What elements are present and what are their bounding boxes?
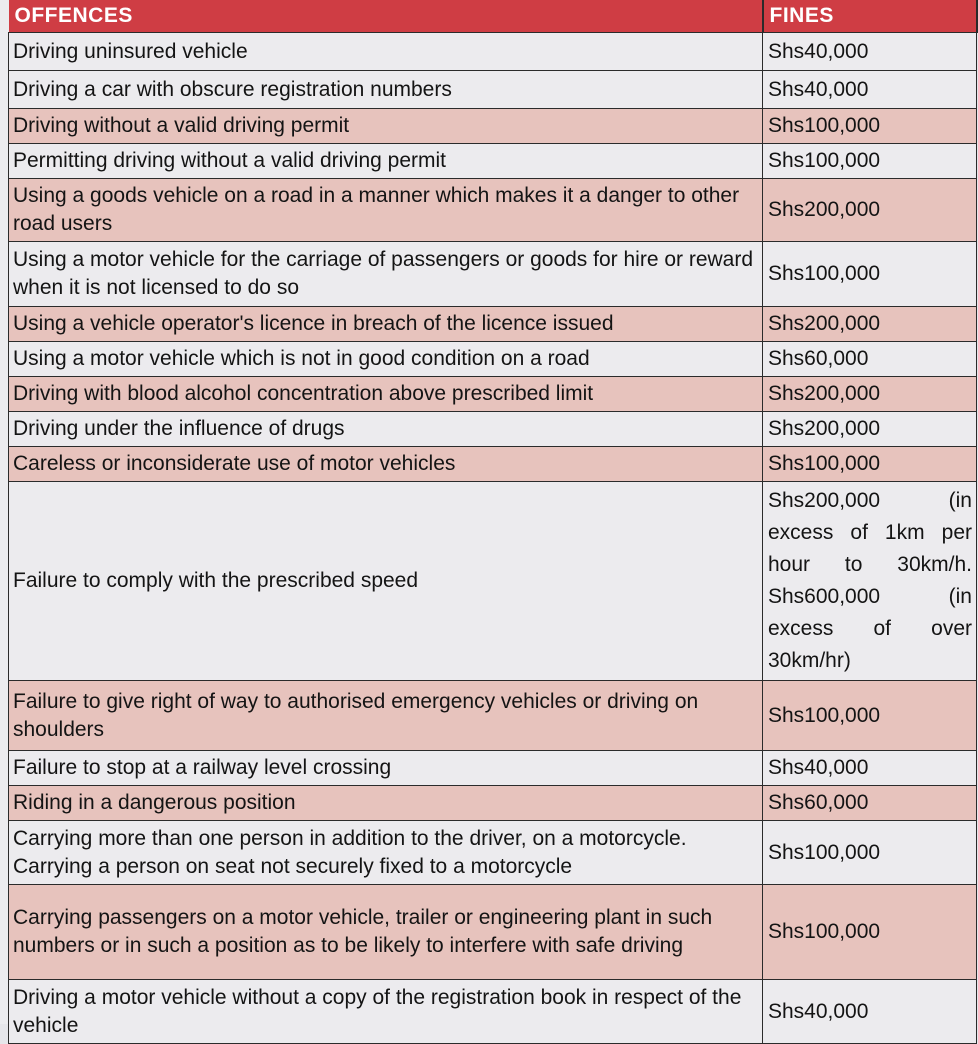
- offence-cell: Using a motor vehicle which is not in good condition on a road: [9, 342, 763, 377]
- offence-cell: Driving with blood alcohol concentration above prescribed limit: [9, 377, 763, 412]
- fine-cell: Shs60,000: [763, 786, 977, 821]
- fine-cell: Shs100,000: [763, 109, 977, 144]
- fines-column-header: FINES: [763, 0, 977, 33]
- table-row: [9, 786, 977, 821]
- fine-cell: Shs200,000: [763, 377, 977, 412]
- fine-cell: Shs200,000: [763, 179, 977, 242]
- offence-cell: Failure to stop at a railway level crossing: [9, 751, 763, 786]
- offence-cell: Using a goods vehicle on a road in a manner which makes it a danger to other road users: [9, 179, 763, 242]
- table-row: [9, 144, 977, 179]
- table-row: [9, 980, 977, 1044]
- offence-cell: Driving under the influence of drugs: [9, 412, 763, 447]
- offence-cell: Carrying passengers on a motor vehicle, trailer or engineering plant in such numbers or in such a position as to be likely to interfere with safe driving: [9, 885, 763, 980]
- fine-cell: Shs100,000: [763, 821, 977, 885]
- table-row: [9, 447, 977, 482]
- fine-cell: Shs200,000: [763, 412, 977, 447]
- table-row: [9, 821, 977, 885]
- offence-cell: Permitting driving without a valid driving permit: [9, 144, 763, 179]
- fine-cell: Shs100,000: [763, 681, 977, 751]
- table-row: [9, 342, 977, 377]
- table-row: [9, 179, 977, 242]
- table-row: [9, 751, 977, 786]
- offence-cell: Driving a motor vehicle without a copy of the registration book in respect of the vehicle: [9, 980, 763, 1044]
- table-row: [9, 307, 977, 342]
- fine-cell: Shs60,000: [763, 342, 977, 377]
- fine-cell: Shs100,000: [763, 447, 977, 482]
- offence-cell: Driving uninsured vehicle: [9, 33, 763, 71]
- offence-cell: Driving without a valid driving permit: [9, 109, 763, 144]
- offence-cell: Using a vehicle operator's licence in breach of the licence issued: [9, 307, 763, 342]
- fine-cell: Shs100,000: [763, 144, 977, 179]
- table-row: [9, 885, 977, 980]
- table-row: [9, 681, 977, 751]
- fine-cell: Shs40,000: [763, 71, 977, 109]
- fines-table-body: [9, 33, 977, 1044]
- fine-cell: Shs200,000 (in excess of 1km per hour to 30km/h. Shs600,000 (in excess of over 30km/hr): [763, 482, 977, 681]
- fine-cell: Shs40,000: [763, 751, 977, 786]
- offence-cell: Failure to give right of way to authorised emergency vehicles or driving on shoulders: [9, 681, 763, 751]
- offence-cell: Careless or inconsiderate use of motor vehicles: [9, 447, 763, 482]
- fine-cell: Shs40,000: [763, 33, 977, 71]
- offence-cell: Riding in a dangerous position: [9, 786, 763, 821]
- table-row: [9, 109, 977, 144]
- offence-cell: Failure to comply with the prescribed speed: [9, 482, 763, 681]
- table-row: [9, 412, 977, 447]
- offence-cell: Using a motor vehicle for the carriage of passengers or goods for hire or reward when it is not licensed to do so: [9, 242, 763, 307]
- fine-cell: Shs40,000: [763, 980, 977, 1044]
- fine-cell: Shs200,000: [763, 307, 977, 342]
- offence-cell: Carrying more than one person in addition to the driver, on a motorcycle. Carrying a person on seat not securely fixed to a motorcycle: [9, 821, 763, 885]
- fines-table: [8, 0, 978, 1044]
- fine-cell: Shs100,000: [763, 242, 977, 307]
- table-row: [9, 242, 977, 307]
- offence-cell: Driving a car with obscure registration numbers: [9, 71, 763, 109]
- table-row: [9, 33, 977, 71]
- fines-table-header: [9, 0, 977, 33]
- fine-cell: Shs100,000: [763, 885, 977, 980]
- table-row: [9, 482, 977, 681]
- table-row: [9, 377, 977, 412]
- offences-column-header: OFFENCES: [9, 0, 763, 33]
- table-row: [9, 71, 977, 109]
